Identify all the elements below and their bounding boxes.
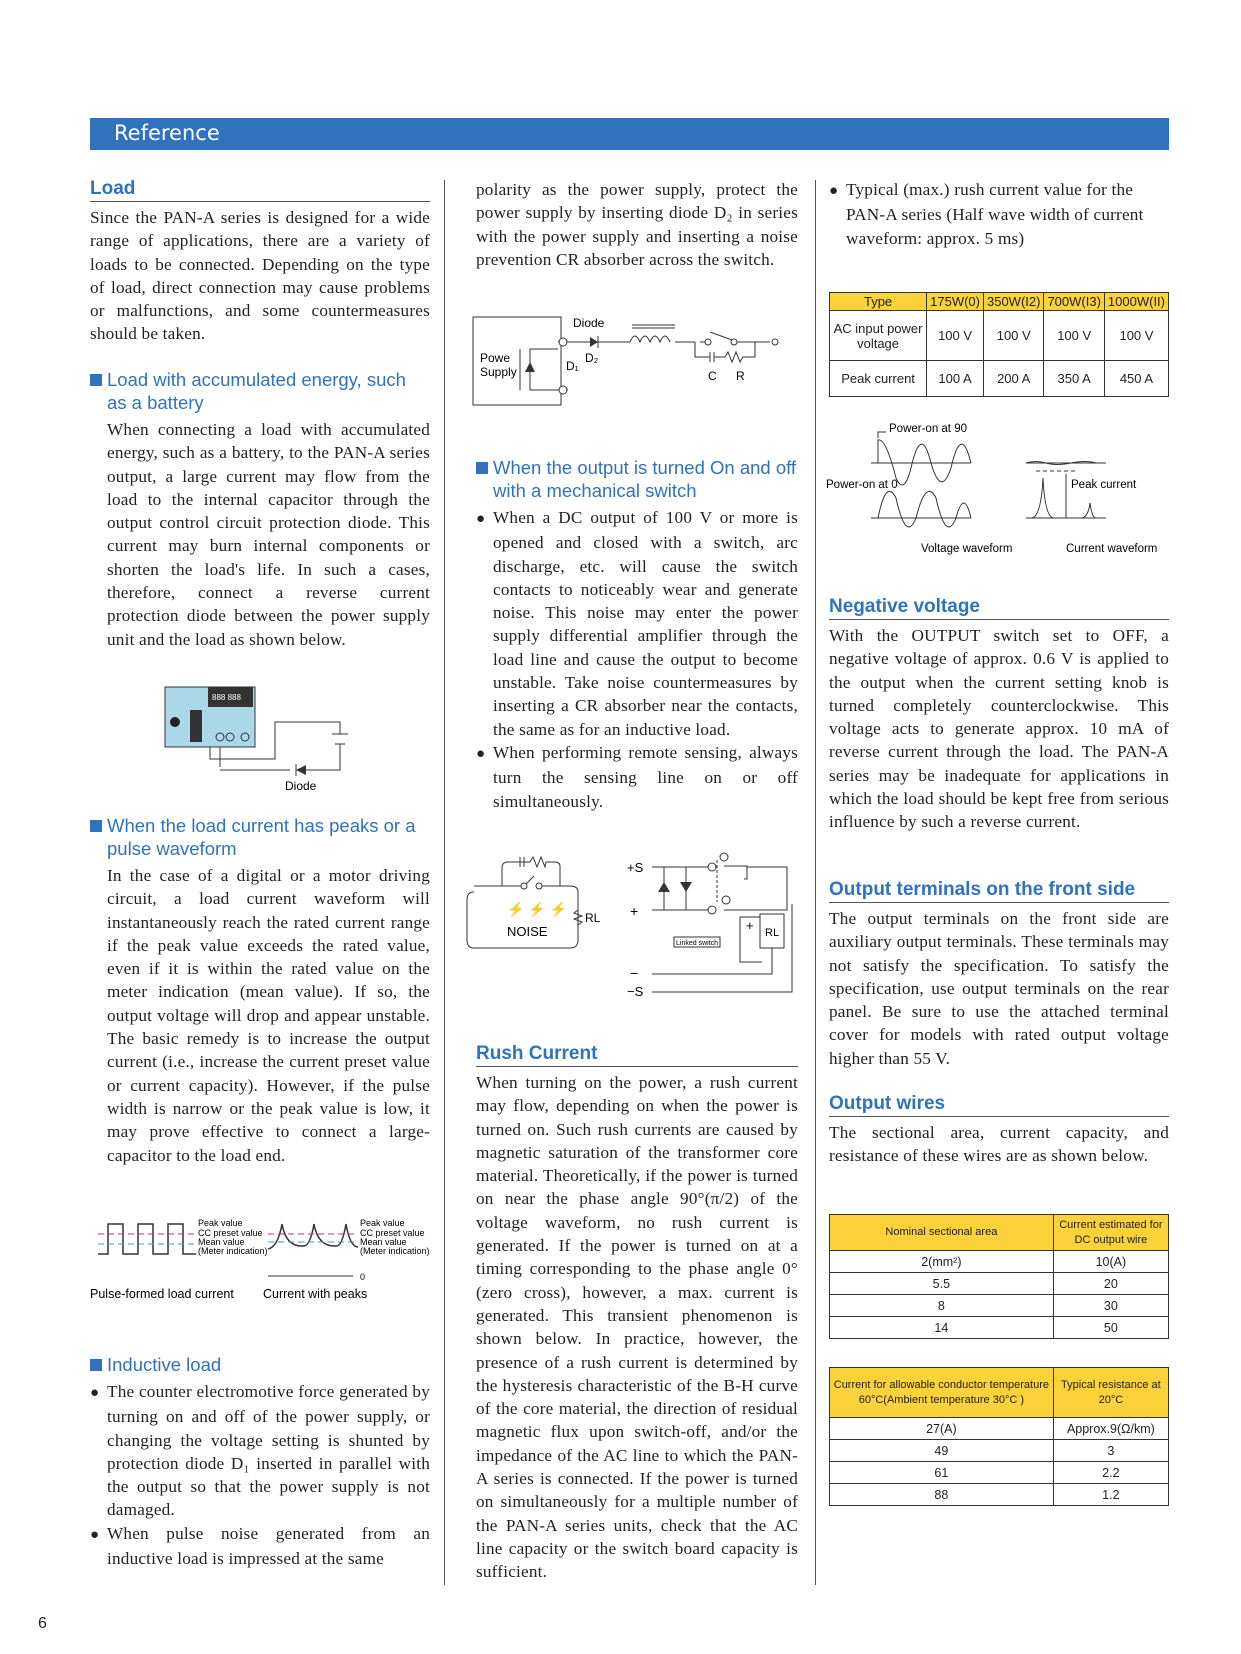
rush-current-table: Type 175W(0) 350W(I2) 700W(I3) 1000W(II) AC input power voltage 100 V 100 V 100 V 100 V Peak current 100 A 200 A 350 A 450 A — [829, 292, 1169, 397]
rush-section — [476, 1043, 798, 1584]
column-divider — [815, 180, 816, 1585]
negative-section — [829, 596, 1169, 834]
section-header-bar — [90, 118, 1169, 150]
rush-text: When turning on the power, a rush current may flow, depending on when the power is turned on. Such rush currents are caused by magnetic saturation of the transformer core material. Theoretically, if the power is turned on near the phase angle 90°(π/2) of the voltage waveform, no rush current is generated. If the power is turned on at a timing corresponding to the phase angle 0°(zero cross), however, a max. current is generated. This transient phenomenon is shown below. In practice, however, the presence of a rush current is determined by the hysteresis characteristic of the B-H curve of the core material, the direction of residual magnetic flux upon switch-off, and/or the impedance of the AC line to which the PAN-A series is connected. If the power is turned on simultaneously for a multiple number of the PAN-A series units, check that the AC line capacity or the switch board capacity is sufficient. — [476, 1073, 798, 1582]
switch-section — [476, 456, 798, 813]
heading-wires: Output wires — [829, 1093, 1169, 1117]
pulse-diagram — [88, 1214, 438, 1304]
svg-text:NOISE: NOISE — [507, 924, 548, 939]
heading-inductive: Inductive load — [90, 1353, 430, 1376]
switch-bullet: ● When performing remote sensing, always turn the sensing line on or off simultaneously. — [476, 741, 798, 813]
svg-text:+S: +S — [627, 860, 644, 875]
svg-text:R: R — [736, 369, 745, 383]
svg-text:Current waveform: Current waveform — [1066, 543, 1158, 555]
svg-text:Current with peaks: Current with peaks — [263, 1287, 368, 1301]
negative-text: With the OUTPUT switch set to OFF, a negative voltage of approx. 0.6 V is applied to the output when the current setting knob is turned completely counterclockwise. This voltage acts to generate approx. 10 mA of reverse current through the load. The PAN-A series may be inadequate for applications in which the load should be kept free from serious influence by such a reverse current. — [829, 626, 1169, 832]
inductive-bullet: ● The counter electromotive force generated by turning on and off of the power supply, or changing the voltage setting is shunted by protection diode D₁ inserted in parallel with the output so that the power supply is not damaged. — [90, 1380, 430, 1522]
heading-rush: Rush Current — [476, 1043, 798, 1067]
polarity-text: polarity as the power supply, protect the power supply by inserting diode D₂ in series with the power supply and inserting a noise prevention CR absorber across the switch. — [476, 180, 798, 269]
heading-peaks: When the load current has peaks or a pulse waveform — [90, 814, 430, 860]
svg-text:CC preset value: CC preset value — [360, 1228, 425, 1238]
svg-text:Power-on at 90: Power-on at 90 — [889, 423, 967, 435]
wires-section — [829, 1093, 1169, 1168]
wires-text: The sectional area, current capacity, and resistance of these wires are as shown below. — [829, 1123, 1169, 1166]
svg-text:(Meter indication): (Meter indication) — [360, 1246, 430, 1256]
svg-text:D₁: D₁ — [566, 359, 579, 373]
diode-circuit-diagram — [470, 312, 800, 416]
section-title: Reference — [114, 121, 220, 145]
svg-text:Supply: Supply — [480, 365, 517, 379]
page-number: 6 — [38, 1615, 47, 1632]
rush-waveform-diagram — [826, 418, 1171, 560]
svg-text:Pulse-formed load current: Pulse-formed load current — [90, 1287, 234, 1301]
terminals-section — [829, 879, 1169, 1070]
peaks-section — [90, 814, 430, 1167]
inductive-bullet: ● When pulse noise generated from an inductive load is impressed at the same — [90, 1522, 430, 1571]
battery-section — [90, 368, 430, 651]
battery-text: When connecting a load with accumulated energy, such as a battery, to the PAN-A series output, a large current may flow from the load to the internal capacitor through the output control circuit protection diode. This current may burn internal components or shorten the load's life. In such a cases, therefore, connect a reverse current protection diode between the power supply unit and the load as shown below. — [107, 420, 430, 649]
heading-battery: Load with accumulated energy, such as a battery — [90, 368, 430, 414]
wire-area-table: Nominal sectional area Current estimated for DC output wire 2(mm²) 10(A) 5.5 20 8 30 14 50 — [829, 1214, 1169, 1339]
terminals-text: The output terminals on the front side are auxiliary output terminals. These terminals may not satisfy the specification. To satisfy the specification, use output terminals on the rear panel. Be sure to use the attached terminal cover for models with rated output voltage higher than 55 V. — [829, 909, 1169, 1068]
rush-bullet: ● Typical (max.) rush current value for the PAN-A series (Half wave width of current waveform: approx. 5 ms) — [829, 178, 1169, 250]
inductive-section — [90, 1353, 430, 1570]
svg-text:CC preset value: CC preset value — [198, 1228, 263, 1238]
svg-text:Mean value: Mean value — [360, 1237, 407, 1247]
battery-diagram — [160, 682, 360, 794]
load-text: Since the PAN-A series is designed for a wide range of applications, there are a variety of loads to be connected. Depending on the type of load, direct connection may cause problems or malfunctions, and some countermeasures should be taken. — [90, 208, 430, 344]
load-section — [90, 178, 430, 346]
svg-text:−S: −S — [627, 984, 644, 999]
svg-text:Peak value: Peak value — [360, 1218, 405, 1228]
noise-sensing-diagram — [462, 852, 802, 1012]
svg-text:−: − — [630, 965, 639, 981]
heading-negative: Negative voltage — [829, 596, 1169, 620]
svg-text:Diode: Diode — [573, 316, 605, 330]
svg-text:Voltage waveform: Voltage waveform — [921, 543, 1013, 555]
svg-text:Mean value: Mean value — [198, 1237, 245, 1247]
svg-text:0: 0 — [360, 1272, 366, 1282]
svg-text:Power-on at 0: Power-on at 0 — [826, 479, 898, 491]
heading-switch: When the output is turned On and off with a mechanical switch — [476, 456, 798, 502]
svg-text:Linked switch: Linked switch — [676, 940, 719, 947]
column-divider — [444, 180, 445, 1585]
svg-text:888 888: 888 888 — [212, 693, 241, 702]
svg-text:Peak current: Peak current — [1071, 479, 1137, 491]
svg-text:⚡ ⚡ ⚡: ⚡ ⚡ ⚡ — [507, 901, 568, 917]
wire-resistance-table: Current for allowable conductor temperature 60°C(Ambient temperature 30°C ) Typical resistance at 20°C 27(A) Approx.9(Ω/km) 49 3 61 2.2 88 1.2 — [829, 1367, 1169, 1506]
svg-text:+: + — [746, 918, 754, 933]
switch-bullet: ● When a DC output of 100 V or more is opened and closed with a switch, arc discharge, etc. will cause the switch contacts to noticeably wear and generate noise. This noise may enter the power supply differential amplifier through the load line and cause the output to become unstable. Take noise countermeasures by inserting a CR absorber near the contacts, the same as for an inductive load. — [476, 506, 798, 741]
heading-load: Load — [90, 178, 430, 202]
svg-text:Diode: Diode — [285, 779, 317, 793]
peaks-text: In the case of a digital or a motor driving circuit, a load current waveform will instantaneously reach the rated current range if the peak value exceeds the rated value, even if it is within the rated value on the meter indication (mean value). If so, the output voltage will drop and appear unstable. The basic remedy is to increase the output current (i.e., increase the current preset value or current capacity). However, if the pulse width is narrow or the peak value is low, it may prove effective to connect a large-capacitor to the load end. — [107, 866, 430, 1165]
svg-text:Peak value: Peak value — [198, 1218, 243, 1228]
heading-terminals: Output terminals on the front side — [829, 879, 1169, 903]
svg-text:RL: RL — [585, 911, 601, 925]
svg-text:RL: RL — [765, 927, 780, 939]
svg-text:D₂: D₂ — [585, 351, 599, 365]
svg-text:C: C — [708, 369, 717, 383]
svg-text:+: + — [630, 903, 639, 919]
svg-text:(Meter indication): (Meter indication) — [198, 1246, 268, 1256]
svg-text:Powe: Powe — [480, 351, 511, 365]
